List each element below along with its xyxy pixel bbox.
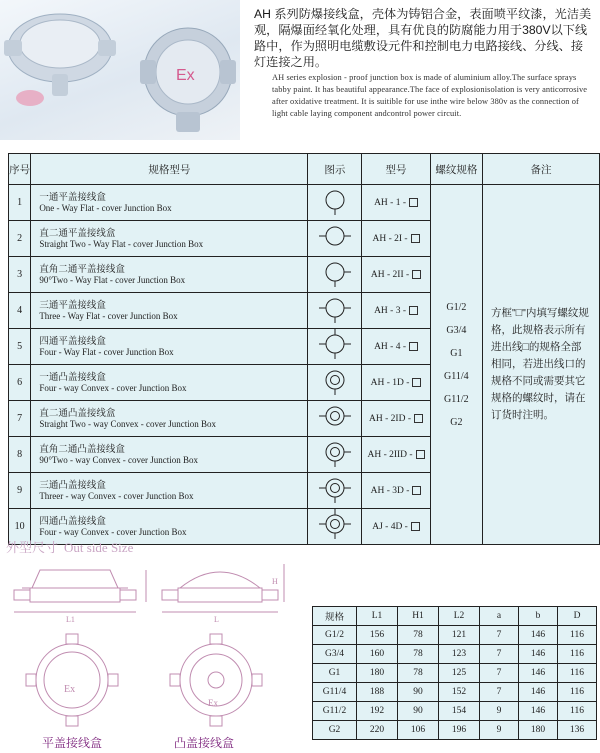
row-model xyxy=(362,473,430,509)
dim-cell: 180 xyxy=(357,664,398,683)
row-diagram xyxy=(308,293,362,329)
dim-cell: 7 xyxy=(480,645,519,664)
dim-cell: 156 xyxy=(357,626,398,645)
thread-spec: G2 xyxy=(450,416,463,428)
convex-ex-mark: Ex xyxy=(208,698,218,708)
row-name-en: Straight Two - way Convex - cover Junction Box xyxy=(39,418,216,429)
dim-cell: 146 xyxy=(519,664,558,683)
dim-col-l1: L1 xyxy=(357,607,398,626)
row-name-cn: 四通凸盖接线盒 xyxy=(39,515,106,527)
col-header-note: 备注 xyxy=(483,154,600,185)
dim-cell: G3/4 xyxy=(313,645,357,664)
col-header-model: 型号 xyxy=(362,154,430,185)
dim-col-d: D xyxy=(558,607,597,626)
intro-english: AH series explosion - proof junction box is made of aluminium alloy.The surface sprays tabby paint. It has beautiful appearance.The face of explosionisolation is very anticorrosive after oxidative treatment. It is suitible for use inthe wire below 380v as the connection of light cable laying component andcontrol power circuit. xyxy=(272,73,588,118)
junction-box-diagram-icon xyxy=(309,437,361,467)
row-name-en: Four - way Convex - cover Junction Box xyxy=(39,382,187,393)
row-model xyxy=(362,401,430,437)
spec-table xyxy=(8,153,600,545)
row-name xyxy=(31,401,308,437)
row-model xyxy=(362,509,430,545)
dim-cell: G1/2 xyxy=(313,626,357,645)
row-model xyxy=(362,437,430,473)
dim-cell: 7 xyxy=(480,683,519,702)
col-header-icon: 图示 xyxy=(308,154,362,185)
row-name xyxy=(31,185,308,221)
thread-placeholder-box-icon xyxy=(409,342,418,351)
row-name xyxy=(31,293,308,329)
row-name xyxy=(31,437,308,473)
dim-cell: 146 xyxy=(519,645,558,664)
dimension-table xyxy=(312,606,597,740)
row-number: 10 xyxy=(9,509,31,545)
dim-row xyxy=(313,645,597,664)
row-name-cn: 直二通凸盖接线盒 xyxy=(39,407,116,419)
row-number: 7 xyxy=(9,401,31,437)
thread-placeholder-box-icon xyxy=(412,270,421,279)
dim-l1-label: L1 xyxy=(66,615,75,624)
thread-spec: G3/4 xyxy=(446,324,467,336)
dim-cell: 116 xyxy=(558,645,597,664)
junction-box-diagram-icon xyxy=(309,365,361,395)
row-model xyxy=(362,329,430,365)
model-code: AH - 1 - xyxy=(374,197,406,208)
dim-cell: 90 xyxy=(398,702,439,721)
spec-table-header xyxy=(9,154,600,185)
convex-cover-elevation xyxy=(162,564,284,624)
row-model xyxy=(362,293,430,329)
row-number: 9 xyxy=(9,473,31,509)
row-model xyxy=(362,257,430,293)
thread-placeholder-box-icon xyxy=(414,414,423,423)
flat-ex-mark: Ex xyxy=(64,684,76,695)
row-name xyxy=(31,257,308,293)
col-header-thread: 螺纹规格 xyxy=(430,154,482,185)
row-name-en: Four - way Convex - cover Junction Box xyxy=(39,526,187,537)
dim-cell: 7 xyxy=(480,664,519,683)
dim-cell: 106 xyxy=(398,721,439,740)
dim-cell: 116 xyxy=(558,683,597,702)
model-code: AH - 2IID - xyxy=(367,449,413,460)
col-header-name: 规格型号 xyxy=(31,154,308,185)
dim-cell: 160 xyxy=(357,645,398,664)
row-name-cn: 三通平盖接线盒 xyxy=(39,299,106,311)
row-name-en: Threer - way Convex - cover Junction Box xyxy=(39,490,194,501)
size-section-title xyxy=(6,537,133,556)
dim-col-b: b xyxy=(519,607,558,626)
dim-cell: 196 xyxy=(439,721,480,740)
model-code: AJ - 4D - xyxy=(372,521,408,532)
dim-cell: 192 xyxy=(357,702,398,721)
row-name-cn: 四通平盖接线盒 xyxy=(39,335,106,347)
junction-box-diagram-icon xyxy=(309,329,361,359)
thread-placeholder-box-icon xyxy=(411,234,420,243)
dim-cell: 121 xyxy=(439,626,480,645)
row-name-cn: 直二通平盖接线盒 xyxy=(39,227,116,239)
thread-placeholder-box-icon xyxy=(416,450,425,459)
col-header-no: 序号 xyxy=(9,154,31,185)
dim-cell: 116 xyxy=(558,664,597,683)
row-name xyxy=(31,221,308,257)
junction-box-diagram-icon xyxy=(309,293,361,323)
convex-cover-plan xyxy=(170,634,262,726)
dim-cell: 78 xyxy=(398,645,439,664)
caption-flat-cover: 平盖接线盒 xyxy=(42,736,103,750)
row-diagram xyxy=(308,221,362,257)
dim-row xyxy=(313,664,597,683)
row-name-cn: 三通凸盖接线盒 xyxy=(39,479,106,491)
size-title-en: Out side Size xyxy=(64,540,134,555)
dim-cell: 188 xyxy=(357,683,398,702)
dim-cell: G11/4 xyxy=(313,683,357,702)
intro-chinese: AH 系列防爆接线盒，壳体为铸铝合金，表面喷平纹漆，光洁美观，隔爆面经氧化处理，具有优良的防腐能力用于380V以下线路中，作为照明电缆敷设元件和控制电力电路接线、分线、接灯连接之用。 xyxy=(254,7,592,69)
row-name-en: One - Way Flat - cover Junction Box xyxy=(39,202,172,213)
model-code: AH - 1D - xyxy=(370,377,410,388)
row-name xyxy=(31,473,308,509)
row-diagram xyxy=(308,401,362,437)
row-number: 3 xyxy=(9,257,31,293)
thread-spec: G1 xyxy=(450,347,463,359)
dim-row xyxy=(313,721,597,740)
dim-l-label: L xyxy=(214,615,219,624)
model-code: AH - 2II - xyxy=(370,269,410,280)
junction-box-diagram-icon xyxy=(309,401,361,431)
thread-spec: G1/2 xyxy=(446,301,467,313)
row-model xyxy=(362,365,430,401)
dim-col-a: a xyxy=(480,607,519,626)
dim-cell: 152 xyxy=(439,683,480,702)
model-code: AH - 4 - xyxy=(374,341,406,352)
dim-cell: 154 xyxy=(439,702,480,721)
row-name-en: Four - Way Flat - cover Junction Box xyxy=(39,346,174,357)
row-number: 6 xyxy=(9,365,31,401)
row-diagram xyxy=(308,473,362,509)
junction-box-diagram-icon xyxy=(309,185,361,215)
model-code: AH - 2I - xyxy=(372,233,408,244)
model-code: AH - 2ID - xyxy=(369,413,411,424)
thread-placeholder-box-icon xyxy=(412,486,421,495)
dim-cell: 90 xyxy=(398,683,439,702)
row-diagram xyxy=(308,257,362,293)
dimension-drawings xyxy=(10,560,290,730)
dim-cell: 146 xyxy=(519,626,558,645)
product-photo xyxy=(0,0,240,140)
dim-cell: G2 xyxy=(313,721,357,740)
row-name-cn: 一通平盖接线盒 xyxy=(39,191,106,203)
dim-cell: 125 xyxy=(439,664,480,683)
dim-cell: 146 xyxy=(519,683,558,702)
caption-convex-cover: 凸盖接线盒 xyxy=(174,736,235,750)
thread-placeholder-box-icon xyxy=(412,378,421,387)
dim-cell: 136 xyxy=(558,721,597,740)
dim-col-spec: 规格 xyxy=(313,607,357,626)
dim-col-h1: H1 xyxy=(398,607,439,626)
junction-box-diagram-icon xyxy=(309,221,361,251)
dim-row xyxy=(313,702,597,721)
row-model xyxy=(362,185,430,221)
flat-cover-elevation xyxy=(14,570,146,624)
remarks-note: 方框"□"内填写螺纹规格，此规格表示所有进出线□的规格全部相同，若进出线口的规格不同或需要其它规格的螺纹时，请在订货时注明。 xyxy=(483,185,600,545)
dim-cell: 123 xyxy=(439,645,480,664)
row-diagram xyxy=(308,509,362,545)
dim-cell: G11/2 xyxy=(313,702,357,721)
thread-placeholder-box-icon xyxy=(409,306,418,315)
dim-row xyxy=(313,626,597,645)
dim-cell: 220 xyxy=(357,721,398,740)
dim-table-header xyxy=(313,607,597,626)
row-diagram xyxy=(308,365,362,401)
dim-cell: 116 xyxy=(558,626,597,645)
ex-mark: Ex xyxy=(176,67,195,84)
row-name xyxy=(31,329,308,365)
row-diagram xyxy=(308,329,362,365)
row-diagram xyxy=(308,185,362,221)
junction-box-diagram-icon xyxy=(309,473,361,503)
dim-cell: 9 xyxy=(480,721,519,740)
junction-box-diagram-icon xyxy=(309,509,361,539)
row-name xyxy=(31,365,308,401)
row-number: 4 xyxy=(9,293,31,329)
row-name-en: 90°Two - way Convex - cover Junction Box xyxy=(39,454,199,465)
thread-spec: G11/4 xyxy=(444,370,469,382)
thread-specs xyxy=(430,185,482,545)
junction-box-diagram-icon xyxy=(309,257,361,287)
row-diagram xyxy=(308,437,362,473)
dim-cell: 180 xyxy=(519,721,558,740)
thread-spec: G11/2 xyxy=(444,393,469,405)
row-name-en: 90°Two - Way Flat - cover Junction Box xyxy=(39,274,186,285)
dim-cell: G1 xyxy=(313,664,357,683)
spec-row xyxy=(9,185,600,221)
dim-cell: 146 xyxy=(519,702,558,721)
row-number: 8 xyxy=(9,437,31,473)
row-number: 2 xyxy=(9,221,31,257)
flat-cover-plan xyxy=(26,634,118,726)
dim-row xyxy=(313,683,597,702)
dim-col-l2: L2 xyxy=(439,607,480,626)
row-model xyxy=(362,221,430,257)
dim-cell: 9 xyxy=(480,702,519,721)
model-code: AH - 3 - xyxy=(374,305,406,316)
row-name-en: Three - Way Flat - cover Junction Box xyxy=(39,310,178,321)
dim-h-label: H xyxy=(272,577,278,586)
row-number: 1 xyxy=(9,185,31,221)
row-name-cn: 一通凸盖接线盒 xyxy=(39,371,106,383)
row-number: 5 xyxy=(9,329,31,365)
dim-cell: 78 xyxy=(398,626,439,645)
dim-cell: 7 xyxy=(480,626,519,645)
dim-cell: 116 xyxy=(558,702,597,721)
row-name-cn: 直角二通平盖接线盒 xyxy=(39,263,125,275)
thread-placeholder-box-icon xyxy=(411,522,420,531)
row-name-en: Straight Two - Way Flat - cover Junction Box xyxy=(39,238,204,249)
model-code: AH - 3D - xyxy=(370,485,410,496)
dim-cell: 78 xyxy=(398,664,439,683)
row-name-cn: 直角二通凸盖接线盒 xyxy=(39,443,125,455)
size-title-cn: 外型尺寸 xyxy=(6,540,59,555)
thread-placeholder-box-icon xyxy=(409,198,418,207)
